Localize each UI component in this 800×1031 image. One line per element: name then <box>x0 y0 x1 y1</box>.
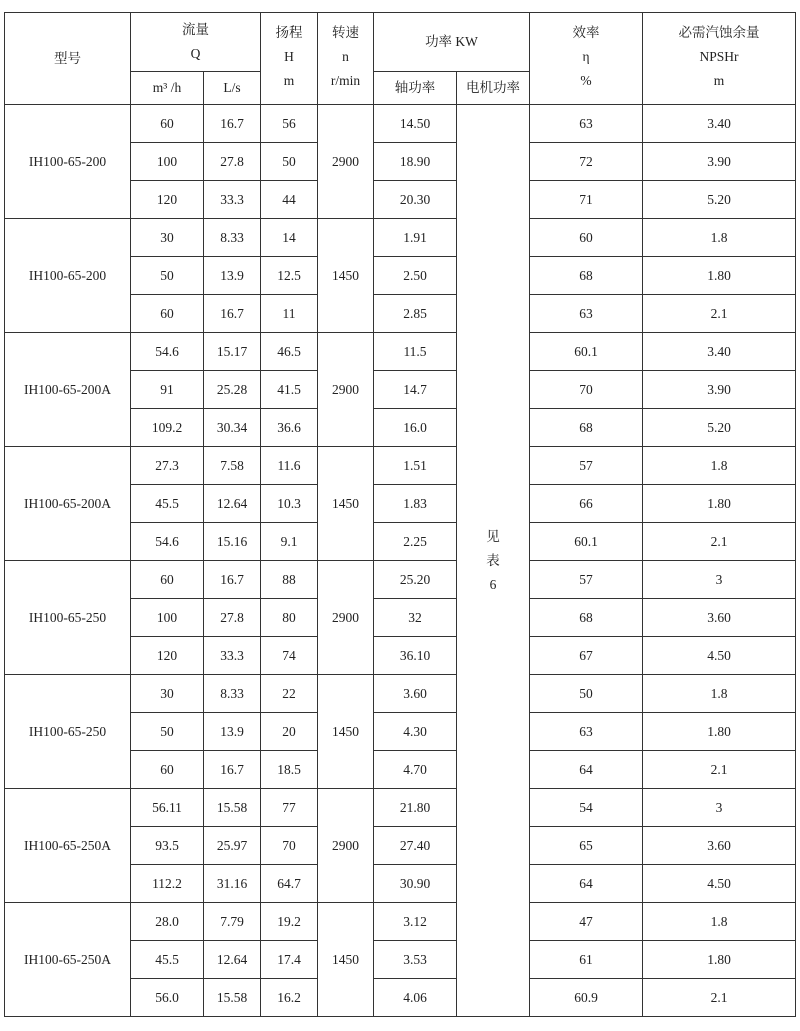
efficiency-cell: 67 <box>530 637 643 675</box>
flow-m3h-cell: 56.11 <box>131 789 204 827</box>
flow-m3h-cell: 54.6 <box>131 523 204 561</box>
header-shaft-power: 轴功率 <box>374 72 457 105</box>
header-flow-m3h: m³ /h <box>131 72 204 105</box>
efficiency-cell: 68 <box>530 409 643 447</box>
motor-power-note-char: 见 <box>486 528 500 544</box>
efficiency-cell: 47 <box>530 903 643 941</box>
npshr-cell: 2.1 <box>643 523 796 561</box>
head-cell: 19.2 <box>261 903 318 941</box>
flow-m3h-cell: 60 <box>131 105 204 143</box>
model-cell: IH100-65-200A <box>5 333 131 447</box>
shaft-power-cell: 11.5 <box>374 333 457 371</box>
shaft-power-cell: 30.90 <box>374 865 457 903</box>
efficiency-cell: 61 <box>530 941 643 979</box>
flow-m3h-cell: 100 <box>131 143 204 181</box>
head-cell: 12.5 <box>261 257 318 295</box>
npshr-cell: 3.60 <box>643 599 796 637</box>
flow-ls-cell: 7.79 <box>204 903 261 941</box>
efficiency-cell: 72 <box>530 143 643 181</box>
head-cell: 44 <box>261 181 318 219</box>
table-row <box>5 675 796 713</box>
flow-ls-cell: 25.28 <box>204 371 261 409</box>
npshr-cell: 1.80 <box>643 485 796 523</box>
flow-ls-cell: 33.3 <box>204 637 261 675</box>
flow-m3h-cell: 30 <box>131 219 204 257</box>
npshr-cell: 1.8 <box>643 447 796 485</box>
header-flow-ls: L/s <box>204 72 261 105</box>
head-cell: 74 <box>261 637 318 675</box>
efficiency-cell: 57 <box>530 447 643 485</box>
flow-ls-cell: 8.33 <box>204 219 261 257</box>
header-head: 扬程 H m <box>261 13 318 105</box>
npshr-cell: 2.1 <box>643 979 796 1017</box>
header-speed: 转速 n r/min <box>318 13 374 105</box>
flow-m3h-cell: 50 <box>131 713 204 751</box>
flow-m3h-cell: 120 <box>131 637 204 675</box>
shaft-power-cell: 2.85 <box>374 295 457 333</box>
flow-ls-cell: 16.7 <box>204 105 261 143</box>
shaft-power-cell: 4.30 <box>374 713 457 751</box>
head-cell: 9.1 <box>261 523 318 561</box>
header-flow: 流量 Q <box>131 13 261 72</box>
header-efficiency: 效率 η % <box>530 13 643 105</box>
table-row <box>5 903 796 941</box>
npshr-cell: 4.50 <box>643 865 796 903</box>
flow-ls-cell: 31.16 <box>204 865 261 903</box>
head-cell: 18.5 <box>261 751 318 789</box>
shaft-power-cell: 3.12 <box>374 903 457 941</box>
shaft-power-cell: 4.06 <box>374 979 457 1017</box>
model-cell: IH100-65-200 <box>5 105 131 219</box>
flow-ls-cell: 25.97 <box>204 827 261 865</box>
pump-performance-table <box>4 12 796 1017</box>
head-cell: 20 <box>261 713 318 751</box>
npshr-cell: 1.80 <box>643 941 796 979</box>
npshr-cell: 5.20 <box>643 181 796 219</box>
speed-cell: 2900 <box>318 561 374 675</box>
efficiency-cell: 68 <box>530 257 643 295</box>
efficiency-cell: 66 <box>530 485 643 523</box>
efficiency-cell: 60.9 <box>530 979 643 1017</box>
head-cell: 22 <box>261 675 318 713</box>
npshr-cell: 3.40 <box>643 333 796 371</box>
head-cell: 41.5 <box>261 371 318 409</box>
shaft-power-cell: 18.90 <box>374 143 457 181</box>
flow-m3h-cell: 45.5 <box>131 485 204 523</box>
flow-m3h-cell: 60 <box>131 295 204 333</box>
model-cell: IH100-65-200A <box>5 447 131 561</box>
speed-cell: 1450 <box>318 219 374 333</box>
shaft-power-cell: 32 <box>374 599 457 637</box>
model-cell: IH100-65-250A <box>5 789 131 903</box>
flow-m3h-cell: 28.0 <box>131 903 204 941</box>
shaft-power-cell: 2.50 <box>374 257 457 295</box>
npshr-cell: 1.8 <box>643 219 796 257</box>
head-cell: 50 <box>261 143 318 181</box>
npshr-cell: 2.1 <box>643 295 796 333</box>
shaft-power-cell: 1.83 <box>374 485 457 523</box>
shaft-power-cell: 4.70 <box>374 751 457 789</box>
flow-ls-cell: 15.17 <box>204 333 261 371</box>
shaft-power-cell: 3.60 <box>374 675 457 713</box>
shaft-power-cell: 14.50 <box>374 105 457 143</box>
motor-power-note-char: 表 <box>486 552 500 568</box>
flow-ls-cell: 33.3 <box>204 181 261 219</box>
flow-m3h-cell: 45.5 <box>131 941 204 979</box>
table-row <box>5 219 796 257</box>
npshr-cell: 1.80 <box>643 257 796 295</box>
flow-ls-cell: 16.7 <box>204 751 261 789</box>
flow-ls-cell: 15.16 <box>204 523 261 561</box>
flow-m3h-cell: 27.3 <box>131 447 204 485</box>
flow-ls-cell: 27.8 <box>204 143 261 181</box>
flow-m3h-cell: 120 <box>131 181 204 219</box>
npshr-cell: 3.90 <box>643 143 796 181</box>
head-cell: 88 <box>261 561 318 599</box>
efficiency-cell: 64 <box>530 751 643 789</box>
npshr-cell: 3.90 <box>643 371 796 409</box>
npshr-cell: 3.60 <box>643 827 796 865</box>
flow-ls-cell: 15.58 <box>204 789 261 827</box>
shaft-power-cell: 20.30 <box>374 181 457 219</box>
flow-m3h-cell: 54.6 <box>131 333 204 371</box>
efficiency-cell: 70 <box>530 371 643 409</box>
head-cell: 56 <box>261 105 318 143</box>
flow-m3h-cell: 30 <box>131 675 204 713</box>
npshr-cell: 3 <box>643 561 796 599</box>
shaft-power-cell: 27.40 <box>374 827 457 865</box>
flow-m3h-cell: 91 <box>131 371 204 409</box>
pump-performance-table-wrapper <box>4 12 796 1017</box>
table-row <box>5 789 796 827</box>
npshr-cell: 1.8 <box>643 903 796 941</box>
npshr-cell: 1.80 <box>643 713 796 751</box>
motor-power-note <box>457 105 530 1017</box>
table-row <box>5 333 796 371</box>
flow-ls-cell: 16.7 <box>204 561 261 599</box>
shaft-power-cell: 3.53 <box>374 941 457 979</box>
efficiency-cell: 57 <box>530 561 643 599</box>
flow-ls-cell: 8.33 <box>204 675 261 713</box>
flow-ls-cell: 7.58 <box>204 447 261 485</box>
shaft-power-cell: 36.10 <box>374 637 457 675</box>
shaft-power-cell: 1.51 <box>374 447 457 485</box>
flow-m3h-cell: 109.2 <box>131 409 204 447</box>
table-row <box>5 447 796 485</box>
flow-m3h-cell: 60 <box>131 561 204 599</box>
flow-ls-cell: 15.58 <box>204 979 261 1017</box>
head-cell: 10.3 <box>261 485 318 523</box>
head-cell: 36.6 <box>261 409 318 447</box>
flow-ls-cell: 16.7 <box>204 295 261 333</box>
head-cell: 14 <box>261 219 318 257</box>
flow-m3h-cell: 112.2 <box>131 865 204 903</box>
flow-m3h-cell: 93.5 <box>131 827 204 865</box>
table-row <box>5 561 796 599</box>
efficiency-cell: 63 <box>530 105 643 143</box>
table-body <box>5 105 796 1017</box>
npshr-cell: 1.8 <box>643 675 796 713</box>
model-cell: IH100-65-250 <box>5 561 131 675</box>
flow-m3h-cell: 50 <box>131 257 204 295</box>
speed-cell: 1450 <box>318 903 374 1017</box>
npshr-cell: 2.1 <box>643 751 796 789</box>
efficiency-cell: 60 <box>530 219 643 257</box>
efficiency-cell: 60.1 <box>530 523 643 561</box>
motor-power-note-char: 6 <box>489 576 497 592</box>
shaft-power-cell: 14.7 <box>374 371 457 409</box>
head-cell: 11 <box>261 295 318 333</box>
model-cell: IH100-65-200 <box>5 219 131 333</box>
efficiency-cell: 68 <box>530 599 643 637</box>
npshr-cell: 3.40 <box>643 105 796 143</box>
npshr-cell: 4.50 <box>643 637 796 675</box>
flow-ls-cell: 13.9 <box>204 713 261 751</box>
shaft-power-cell: 2.25 <box>374 523 457 561</box>
flow-m3h-cell: 100 <box>131 599 204 637</box>
efficiency-cell: 71 <box>530 181 643 219</box>
npshr-cell: 5.20 <box>643 409 796 447</box>
header-npshr: 必需汽蚀余量 NPSHr m <box>643 13 796 105</box>
head-cell: 80 <box>261 599 318 637</box>
flow-ls-cell: 12.64 <box>204 485 261 523</box>
speed-cell: 1450 <box>318 447 374 561</box>
speed-cell: 1450 <box>318 675 374 789</box>
efficiency-cell: 60.1 <box>530 333 643 371</box>
efficiency-cell: 63 <box>530 713 643 751</box>
table-row <box>5 105 796 143</box>
model-cell: IH100-65-250A <box>5 903 131 1017</box>
shaft-power-cell: 1.91 <box>374 219 457 257</box>
head-cell: 17.4 <box>261 941 318 979</box>
shaft-power-cell: 25.20 <box>374 561 457 599</box>
header-model: 型号 <box>5 13 131 105</box>
speed-cell: 2900 <box>318 105 374 219</box>
efficiency-cell: 64 <box>530 865 643 903</box>
speed-cell: 2900 <box>318 333 374 447</box>
flow-m3h-cell: 56.0 <box>131 979 204 1017</box>
header-motor-power: 电机功率 <box>457 72 530 105</box>
head-cell: 70 <box>261 827 318 865</box>
efficiency-cell: 63 <box>530 295 643 333</box>
npshr-cell: 3 <box>643 789 796 827</box>
head-cell: 77 <box>261 789 318 827</box>
model-cell: IH100-65-250 <box>5 675 131 789</box>
table-header <box>5 13 796 105</box>
flow-ls-cell: 27.8 <box>204 599 261 637</box>
efficiency-cell: 65 <box>530 827 643 865</box>
head-cell: 11.6 <box>261 447 318 485</box>
head-cell: 64.7 <box>261 865 318 903</box>
header-power: 功率 KW <box>374 13 530 72</box>
head-cell: 46.5 <box>261 333 318 371</box>
flow-ls-cell: 12.64 <box>204 941 261 979</box>
head-cell: 16.2 <box>261 979 318 1017</box>
speed-cell: 2900 <box>318 789 374 903</box>
flow-ls-cell: 13.9 <box>204 257 261 295</box>
flow-ls-cell: 30.34 <box>204 409 261 447</box>
efficiency-cell: 50 <box>530 675 643 713</box>
flow-m3h-cell: 60 <box>131 751 204 789</box>
shaft-power-cell: 16.0 <box>374 409 457 447</box>
shaft-power-cell: 21.80 <box>374 789 457 827</box>
efficiency-cell: 54 <box>530 789 643 827</box>
